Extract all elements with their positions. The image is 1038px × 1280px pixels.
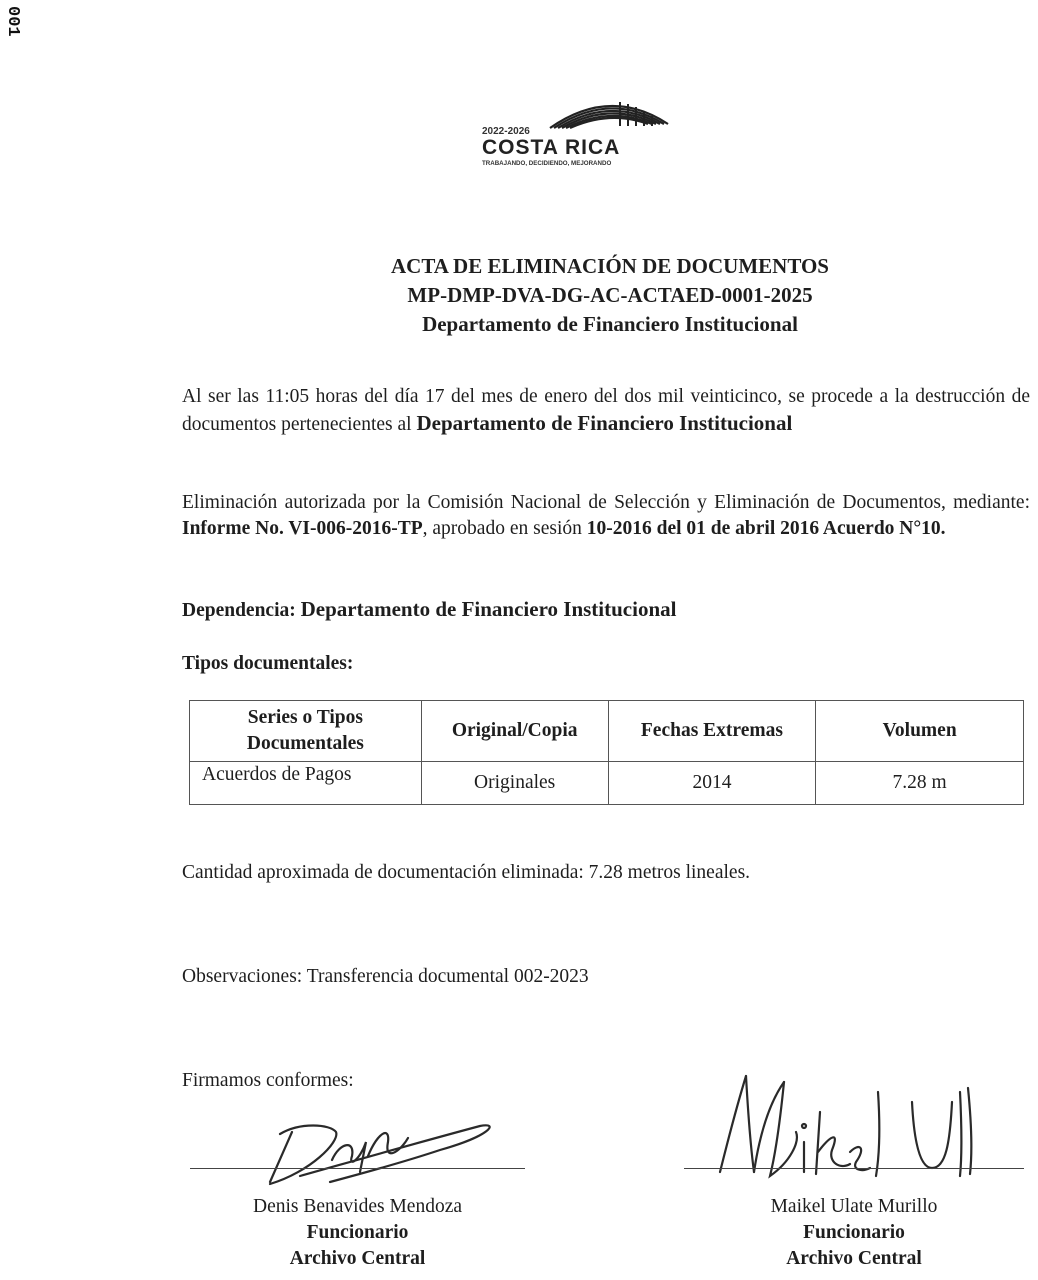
dependencia-line [182, 596, 1030, 624]
costa-rica-logo [470, 88, 680, 173]
firmamos-text: Firmamos conformes: [182, 1070, 354, 1091]
signature-2-handwriting [700, 1072, 1010, 1182]
logo-country: COSTA RICA [482, 136, 621, 159]
dependencia-value: Departamento de Financiero Institucional [300, 597, 677, 621]
authorization-paragraph [182, 490, 1030, 542]
signatory-2-name: Maikel Ulate Murillo [770, 1196, 938, 1217]
signature-1-handwriting [240, 1112, 510, 1192]
column-header-fechas: Fechas Extremas [608, 701, 816, 762]
session-info: 10-2016 del 01 de abril 2016 Acuerdo N°10. [586, 518, 946, 539]
document-code: MP-DMP-DVA-DG-AC-ACTAED-0001-2025 [407, 283, 813, 307]
column-header-series: Series o Tipos Documentales [190, 701, 422, 762]
page-number: 001 [3, 6, 22, 37]
cell-original-copia: Originales [421, 762, 608, 805]
document-header [180, 252, 1038, 339]
signatory-2-role: Funcionario [803, 1222, 905, 1243]
signatory-2-unit: Archivo Central [786, 1248, 922, 1269]
intro-text: Al ser las 11:05 horas del día 17 del mes de enero del dos mil veinticinco, se procede a la destrucción de documentos pertenecientes al [182, 386, 1030, 435]
cell-series: Acuerdos de Pagos [190, 762, 422, 805]
signature-line-1 [190, 1168, 525, 1169]
tipos-documentales-label [182, 651, 1030, 677]
cantidad-text: Cantidad aproximada de documentación eliminada: 7.28 metros lineales. [182, 862, 751, 883]
intro-department: Departamento de Financiero Institucional [416, 411, 793, 435]
authorization-text-1: Eliminación autorizada por la Comisión Nacional de Selección y Eliminación de Documentos, mediante: [182, 492, 1030, 513]
dependencia-label: Dependencia: [182, 600, 296, 621]
signature-line-2 [684, 1168, 1024, 1169]
signatory-1-unit: Archivo Central [289, 1248, 426, 1269]
signatory-2 [684, 1194, 1024, 1272]
column-header-volumen: Volumen [816, 701, 1024, 762]
documents-table [189, 700, 1024, 805]
logo-years: 2022-2026 [482, 126, 530, 137]
signatory-1 [190, 1194, 525, 1272]
costa-rica-emblem [470, 88, 680, 173]
cell-fechas: 2014 [608, 762, 816, 805]
tipos-label-text: Tipos documentales: [182, 653, 354, 674]
header-department: Departamento de Financiero Institucional [422, 312, 798, 336]
cell-volumen: 7.28 m [816, 762, 1024, 805]
intro-paragraph [182, 384, 1030, 438]
authorization-text-2: , aprobado en sesión [422, 518, 587, 539]
column-header-original-copia: Original/Copia [421, 701, 608, 762]
signatory-1-name: Denis Benavides Mendoza [252, 1196, 463, 1217]
table-row [190, 762, 1024, 805]
table-header-row [190, 701, 1024, 762]
observaciones-text: Observaciones: Transferencia documental 002-2023 [182, 966, 589, 987]
document-title: ACTA DE ELIMINACIÓN DE DOCUMENTOS [391, 254, 829, 278]
signatory-1-role: Funcionario [306, 1222, 409, 1243]
informe-number: Informe No. VI-006-2016-TP [182, 518, 423, 539]
logo-slogan: TRABAJANDO, DECIDIENDO, MEJORANDO [482, 160, 612, 167]
